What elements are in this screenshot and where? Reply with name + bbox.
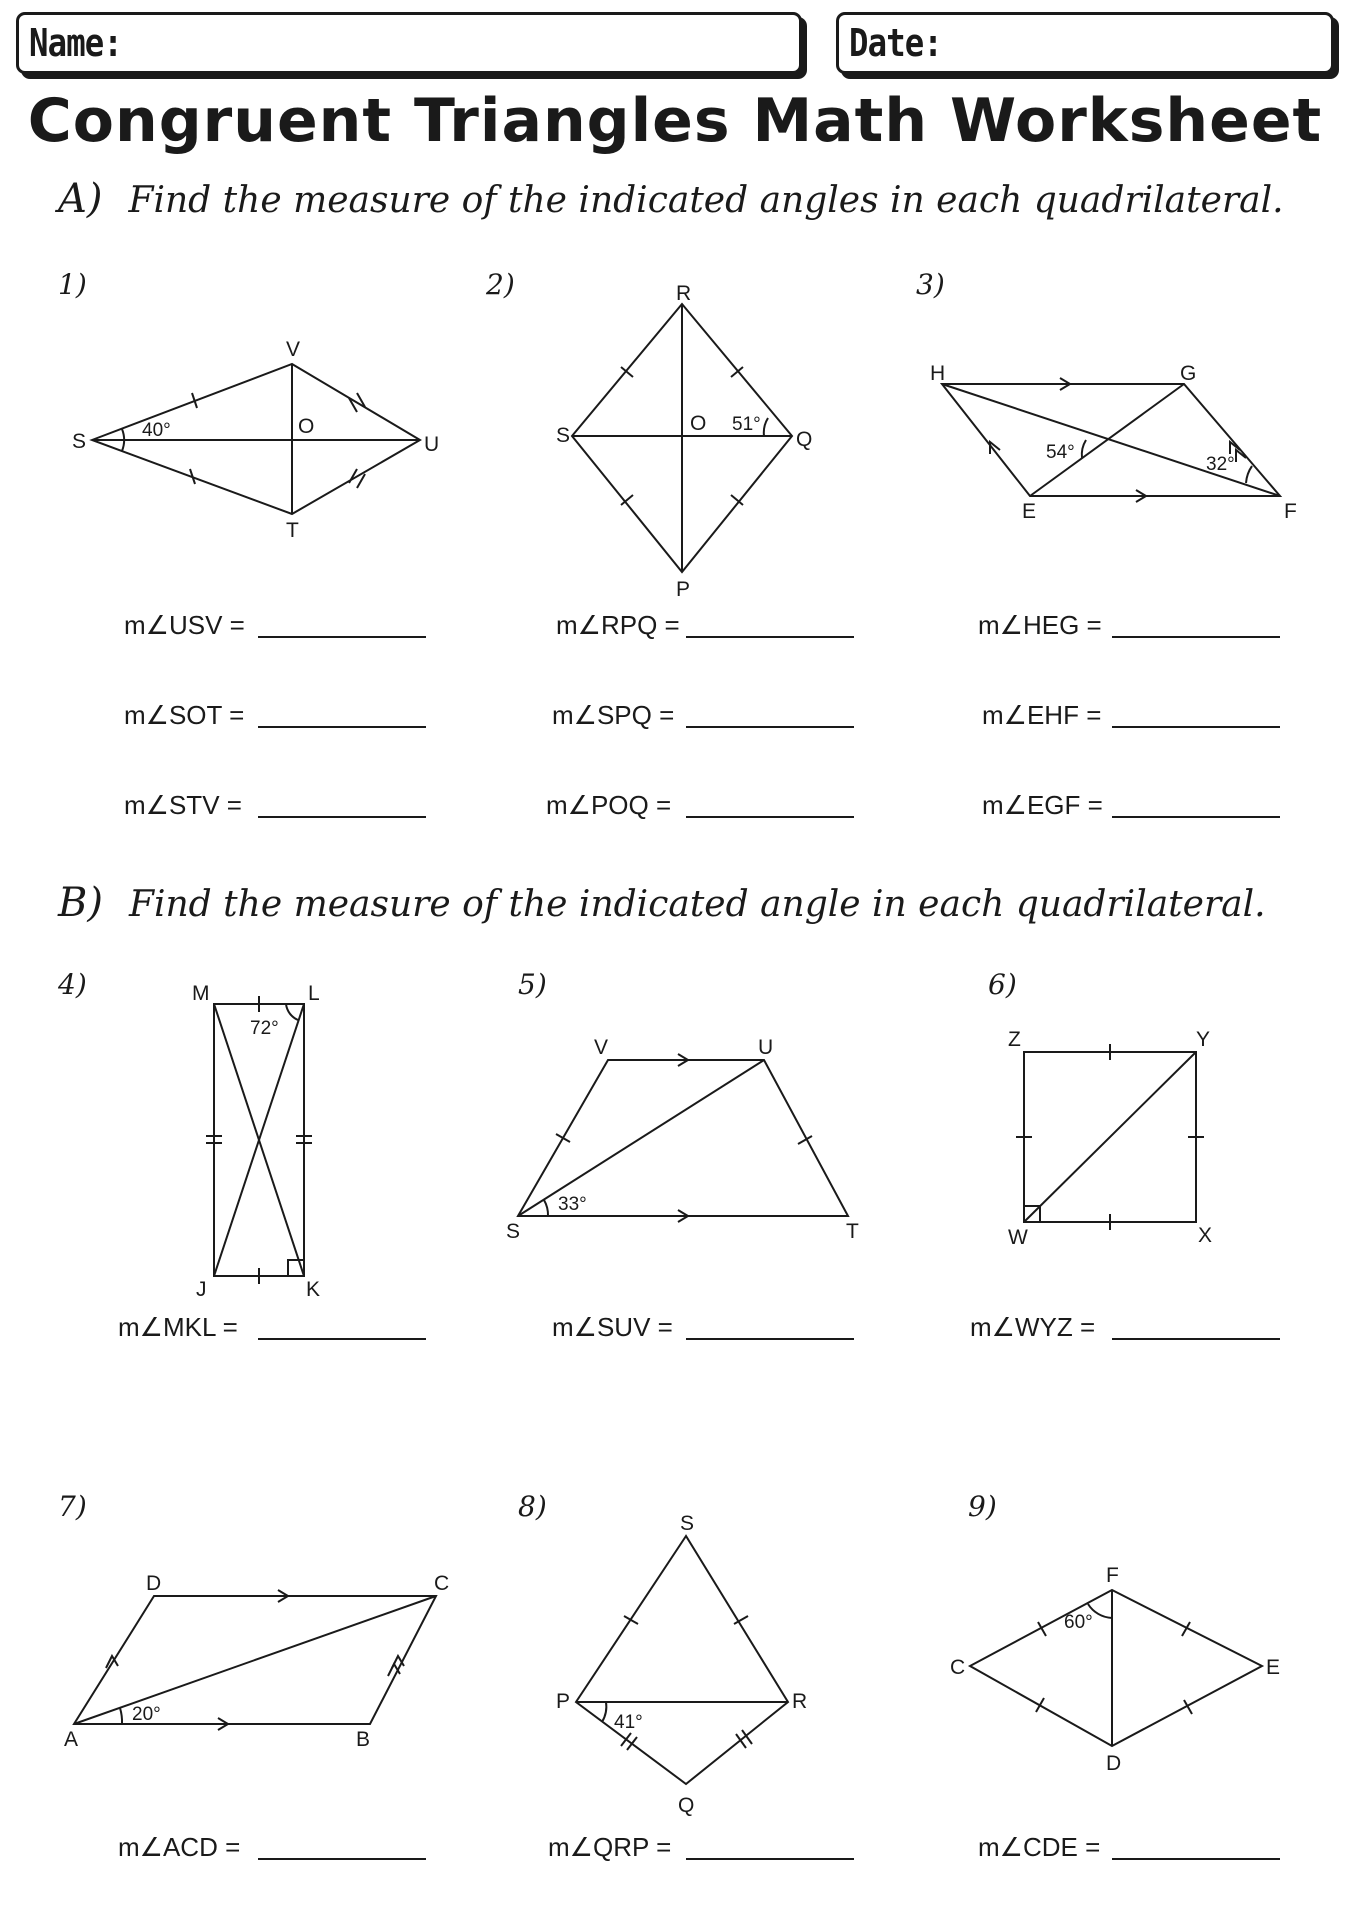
given-angle-20: 20°: [132, 1704, 161, 1725]
diagonal-hf: [942, 384, 1280, 496]
vertex-v-label: V: [594, 1036, 609, 1059]
angle-arc-a: [120, 1708, 122, 1724]
section-a-instruction: Find the measure of the indicated angles in each quadrilateral.: [128, 180, 1284, 221]
problem-6-answer: [970, 1312, 1095, 1346]
answer-blank[interactable]: [1112, 1858, 1280, 1860]
problem-2-answer-3: [546, 790, 671, 824]
vertex-t-label: T: [286, 519, 299, 542]
vertex-q-label: Q: [678, 1794, 695, 1817]
question-suv: m∠SUV =: [552, 1312, 673, 1342]
problem-8-answer: [548, 1832, 671, 1866]
question-qrp: m∠QRP =: [548, 1832, 672, 1862]
angle-arc-l: [286, 1004, 298, 1020]
problem-1-figure: [0, 320, 460, 560]
angle-arc-32: [1246, 466, 1252, 483]
answer-blank[interactable]: [686, 1858, 854, 1860]
problem-1-answer-1: [124, 610, 245, 644]
problem-6-number: 6): [988, 968, 1017, 1001]
question-wyz: m∠WYZ =: [970, 1312, 1096, 1342]
vertex-o-label: O: [298, 415, 315, 438]
question-stv: m∠STV =: [124, 790, 242, 820]
answer-blank[interactable]: [258, 1338, 426, 1340]
angle-arc-p: [602, 1702, 606, 1722]
vertex-z-label: Z: [1008, 1028, 1021, 1051]
angle-arc-s: [544, 1200, 548, 1216]
given-angle-40: 40°: [142, 420, 171, 441]
diagonal-ac: [74, 1596, 436, 1724]
vertex-c-label: C: [434, 1572, 450, 1595]
given-angle-32: 32°: [1206, 454, 1235, 475]
given-angle-51: 51°: [732, 414, 761, 435]
problem-3-figure: [900, 350, 1320, 530]
vertex-u-label: U: [424, 433, 440, 456]
vertex-g-label: G: [1180, 362, 1197, 385]
vertex-d-label: D: [146, 1572, 162, 1595]
given-angle-72: 72°: [250, 1018, 279, 1039]
question-usv: m∠USV =: [124, 610, 245, 640]
problem-9-number: 9): [968, 1490, 997, 1523]
problem-7-answer: [118, 1832, 240, 1866]
problem-4-figure: [180, 980, 340, 1300]
problem-4-answer: [118, 1312, 238, 1346]
vertex-m-label: M: [192, 982, 210, 1005]
vertex-r-label: R: [792, 1690, 808, 1713]
answer-blank[interactable]: [1112, 636, 1280, 638]
problem-2-answer-2: [552, 700, 674, 734]
problem-1-number: 1): [58, 268, 87, 301]
diagonal-wy: [1024, 1052, 1196, 1222]
date-label: Date:: [849, 21, 942, 65]
question-rpq: m∠RPQ =: [556, 610, 680, 640]
vertex-s-label: S: [72, 430, 87, 453]
diagonal-ge: [1030, 384, 1184, 496]
problem-2-figure: [540, 270, 840, 610]
question-acd: m∠ACD =: [118, 1832, 241, 1862]
vertex-y-label: Y: [1196, 1028, 1211, 1051]
answer-blank[interactable]: [1112, 816, 1280, 818]
diagonal-su: [518, 1060, 764, 1216]
angle-arc-q: [764, 418, 768, 436]
vertex-q-label: Q: [796, 428, 813, 451]
given-angle-60: 60°: [1064, 1612, 1093, 1633]
kite-sprq: [576, 1536, 788, 1784]
section-b-instruction: Find the measure of the indicated angle in each quadrilateral.: [129, 884, 1266, 925]
tick-pq-b: [627, 1737, 637, 1750]
rhombus-fced: [970, 1590, 1262, 1746]
vertex-a-label: A: [64, 1728, 79, 1751]
vertex-s-label: S: [680, 1512, 695, 1535]
section-b-letter: B): [58, 880, 103, 926]
vertex-h-label: H: [930, 362, 946, 385]
vertex-t-label: T: [846, 1220, 859, 1243]
question-mkl: m∠MKL =: [118, 1312, 238, 1342]
given-angle-54: 54°: [1046, 442, 1075, 463]
vertex-e-label: E: [1022, 500, 1037, 523]
problem-5-answer: [552, 1312, 673, 1346]
vertex-l-label: L: [308, 982, 320, 1005]
problem-1-answer-3: [124, 790, 242, 824]
vertex-u-label: U: [758, 1036, 774, 1059]
vertex-e-label: E: [1266, 1656, 1281, 1679]
problem-7-figure: [40, 1560, 460, 1750]
question-spq: m∠SPQ =: [552, 700, 675, 730]
problem-8-figure: [540, 1500, 830, 1830]
vertex-f-label: F: [1106, 1564, 1119, 1587]
name-label: Name:: [29, 21, 122, 65]
section-a-heading: [58, 176, 1284, 222]
section-a-letter: A): [58, 176, 103, 222]
tick-pq-a: [621, 1733, 631, 1746]
problem-3-answer-3: [982, 790, 1103, 824]
problem-9-answer: [978, 1832, 1100, 1866]
question-ehf: m∠EHF =: [982, 700, 1102, 730]
problem-9-figure: [940, 1550, 1290, 1780]
question-cde: m∠CDE =: [978, 1832, 1101, 1862]
problem-2-answer-1: [556, 610, 680, 644]
answer-blank[interactable]: [1112, 726, 1280, 728]
vertex-d-label: D: [1106, 1752, 1122, 1775]
answer-blank[interactable]: [686, 726, 854, 728]
problem-3-answer-1: [978, 610, 1102, 644]
given-angle-41: 41°: [614, 1712, 643, 1733]
date-field[interactable]: [836, 12, 1334, 74]
problem-5-number: 5): [518, 968, 547, 1001]
question-sot: m∠SOT =: [124, 700, 245, 730]
vertex-s-label: S: [506, 1220, 521, 1243]
vertex-o-label: O: [690, 412, 707, 435]
problem-2-number: 2): [486, 268, 515, 301]
question-heg: m∠HEG =: [978, 610, 1102, 640]
trapezoid-vuts: [518, 1060, 848, 1216]
tick-sv: [556, 1134, 570, 1142]
answer-blank[interactable]: [686, 636, 854, 638]
problem-6-figure: [1000, 1020, 1240, 1260]
arrow-bc-b: [388, 1664, 400, 1676]
answer-blank[interactable]: [258, 636, 426, 638]
answer-blank[interactable]: [258, 1858, 426, 1860]
answer-blank[interactable]: [258, 726, 426, 728]
vertex-s-label: S: [556, 424, 571, 447]
vertex-w-label: W: [1008, 1226, 1028, 1249]
problem-8-number: 8): [518, 1490, 547, 1523]
question-egf: m∠EGF =: [982, 790, 1103, 820]
vertex-b-label: B: [356, 1728, 371, 1751]
problem-7-number: 7): [58, 1490, 87, 1523]
problem-5-figure: [500, 1030, 880, 1250]
problem-1-answer-2: [124, 700, 244, 734]
question-poq: m∠POQ =: [546, 790, 672, 820]
section-b-heading: [58, 880, 1266, 926]
vertex-v-label: V: [286, 338, 301, 361]
vertex-p-label: P: [676, 578, 691, 601]
vertex-p-label: P: [556, 1690, 571, 1713]
given-angle-33: 33°: [558, 1194, 587, 1215]
vertex-j-label: J: [196, 1278, 207, 1301]
answer-blank[interactable]: [686, 816, 854, 818]
answer-blank[interactable]: [686, 1338, 854, 1340]
problem-4-number: 4): [58, 968, 87, 1001]
vertex-f-label: F: [1284, 500, 1297, 523]
vertex-k-label: K: [306, 1278, 321, 1301]
problem-3-number: 3): [916, 268, 945, 301]
problem-3-answer-2: [982, 700, 1101, 734]
vertex-x-label: X: [1198, 1224, 1213, 1247]
page-title: Congruent Triangles Math Worksheet: [27, 86, 1323, 156]
answer-blank[interactable]: [1112, 1338, 1280, 1340]
answer-blank[interactable]: [258, 816, 426, 818]
name-field[interactable]: [16, 12, 802, 74]
vertex-r-label: R: [676, 282, 692, 305]
vertex-c-label: C: [950, 1656, 966, 1679]
